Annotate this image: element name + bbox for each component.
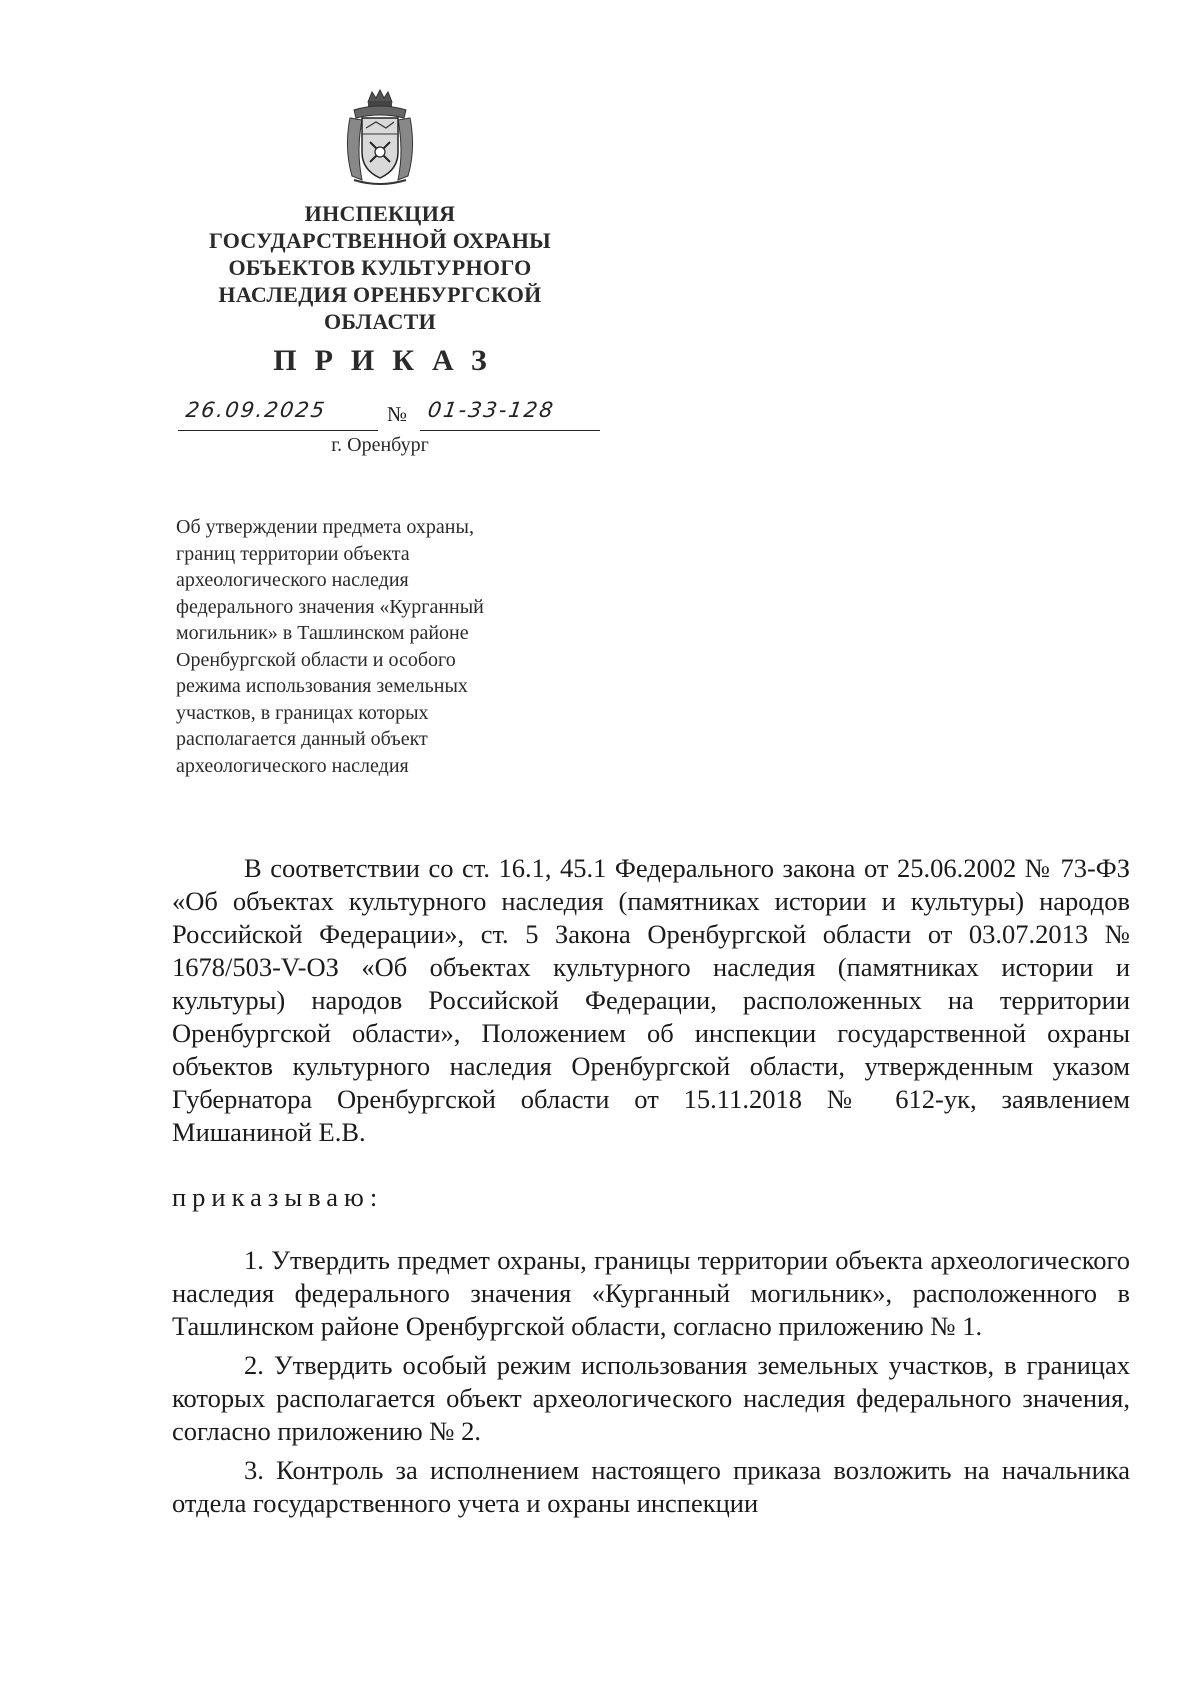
org-line: НАСЛЕДИЯ ОРЕНБУРГСКОЙ — [218, 282, 542, 307]
document-type-title: ПРИКАЗ — [273, 344, 505, 377]
subject-line: участков, в границах которых — [176, 701, 429, 724]
document-subject — [176, 514, 596, 779]
handwritten-number: 01-33-128 — [426, 398, 557, 422]
number-sign: № — [387, 402, 408, 426]
date-number-line — [178, 398, 598, 432]
subject-line: могильник» в Ташлинском районе — [176, 622, 469, 644]
org-line: ИНСПЕКЦИЯ — [304, 201, 456, 226]
subject-line: археологического наследия — [176, 754, 409, 777]
order-item-2: 2. Утвердить особый режим использования земельных участков, в границах которых располагается объект археологического наследия федерального значения, согласно приложению № 2. — [172, 1350, 1130, 1446]
subject-line: археологического наследия — [176, 569, 409, 591]
subject-line: границ территории объекта — [176, 542, 410, 565]
organization-name — [160, 200, 600, 335]
date-field — [178, 398, 378, 431]
subject-line: располагается данный объект — [176, 728, 428, 750]
org-line: ГОСУДАРСТВЕННОЙ ОХРАНЫ — [208, 228, 552, 253]
org-line: ОБЪЕКТОВ КУЛЬТУРНОГО — [228, 255, 532, 280]
number-field — [420, 398, 600, 431]
order-item-1: 1. Утвердить предмет охраны, границы территории объекта археологического наследия федерального значения «Курганный могильник», расположенного в Ташлинском районе Оренбургской области, согласно приложению № 1. — [172, 1245, 1130, 1341]
coat-of-arms-emblem-icon — [340, 88, 420, 188]
order-item-3: 3. Контроль за исполнением настоящего приказа возложить на начальника отдела государственного учета и охраны инспекции — [172, 1455, 1130, 1518]
org-line: ОБЛАСТИ — [323, 309, 437, 334]
document-body — [172, 852, 1130, 1520]
subject-line: режима использования земельных — [176, 675, 468, 697]
subject-line: Оренбургской области и особого — [176, 648, 456, 671]
preamble-paragraph: В соответствии со ст. 16.1, 45.1 Федерального закона от 25.06.2002 № 73-ФЗ «Об объектах культурного наследия (памятниках истории и культуры) народов Российской Федерации», ст. 5 Закона Оренбургской области от 03.07.2013 № 1678/503-V-ОЗ «Об объектах культурного наследия (памятниках истории и культуры) народов Российской Федерации, расположенных на территории Оренбургской области», Положением об инспекции государственной охраны объектов культурного наследия Оренбургской области, утвержденным указом Губернатора Оренбургской области от 15.11.2018 № 612-ук, заявлением Мишаниной Е.В. — [172, 853, 1130, 1147]
city-label: г. Оренбург — [331, 434, 429, 456]
subject-line: Об утверждении предмета охраны, — [176, 516, 474, 538]
subject-line: федерального значения «Курганный — [176, 595, 484, 618]
handwritten-date: 26.09.2025 — [184, 398, 328, 422]
order-word: приказываю: — [172, 1182, 384, 1212]
